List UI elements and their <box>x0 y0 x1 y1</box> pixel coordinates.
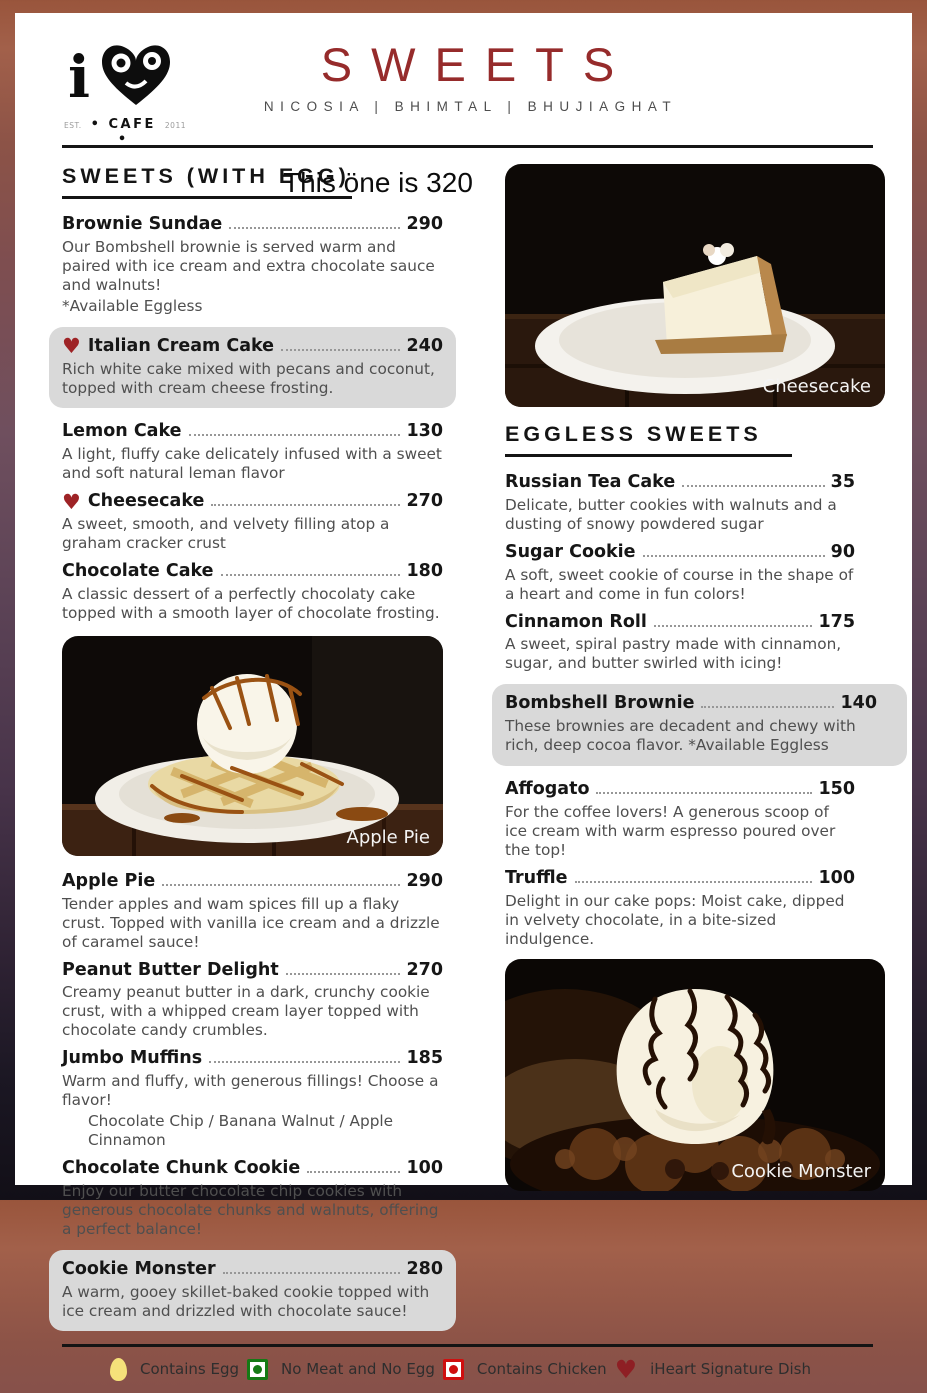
menu-item <box>505 612 885 674</box>
menu-item-name: Cheesecake <box>87 491 205 512</box>
menu-item-row <box>62 336 443 358</box>
menu-item-description: Creamy peanut butter in a dark, crunchy cookie crust, with a whipped cream layer topped with chocolate candy crumbles. <box>62 983 430 1040</box>
cafe-logo <box>64 39 186 147</box>
menu-item-row <box>62 960 443 982</box>
logo-est: EST. <box>64 121 82 130</box>
dot-leader <box>654 625 813 627</box>
menu-item <box>505 868 885 949</box>
menu-item-name: Affogato <box>505 779 590 800</box>
cheesecake-photo <box>505 164 885 407</box>
menu-item <box>49 327 456 409</box>
menu-item-name: Lemon Cake <box>62 421 182 442</box>
menu-item-description: A warm, gooey skillet-baked cookie topped with ice cream and drizzled with chocolate sauce! <box>62 1282 430 1320</box>
dot-leader <box>211 504 400 506</box>
menu-item-price: 290 <box>406 214 443 234</box>
dot-leader <box>682 485 824 487</box>
menu-item-description: Rich white cake mixed with pecans and coconut, topped with cream cheese frosting. <box>62 359 435 397</box>
menu-item-name: Brownie Sundae <box>62 214 223 234</box>
menu-item-name: Cookie Monster <box>62 1258 216 1279</box>
menu-header <box>62 13 873 148</box>
eggless-items <box>505 472 885 949</box>
menu-item-description: A soft, sweet cookie of course in the shape of a heart and come in fun colors! <box>505 565 854 603</box>
section-heading-with-egg: SWEETS (WITH EGG) <box>62 164 352 199</box>
menu-item-row <box>505 612 855 634</box>
menu-item-row <box>62 561 443 583</box>
cookie-monster-photo <box>505 959 885 1191</box>
menu-item-row <box>62 421 443 443</box>
apple-pie-caption: Apple Pie <box>346 826 430 848</box>
menu-item-price: 35 <box>830 472 855 492</box>
with-egg-items-bottom <box>62 871 443 1332</box>
menu-item-row <box>505 472 855 494</box>
menu-item-row <box>62 1048 443 1070</box>
menu-item-description: Tender apples and wam spices fill up a flaky crust. Topped with vanilla ice cream and a drizzle of caramel sauce! <box>62 894 440 951</box>
menu-page <box>15 13 912 1384</box>
legend-chicken <box>443 1359 607 1380</box>
legend-label-veg: No Meat and No Egg <box>281 1360 435 1379</box>
menu-item-name: Italian Cream Cake <box>87 335 275 356</box>
menu-item-price: 100 <box>818 867 855 888</box>
menu-item-note: *Available Eggless <box>62 296 203 315</box>
dot-leader <box>281 349 400 351</box>
iheart-cafe-logo-icon <box>64 39 186 111</box>
with-egg-heading-wrap <box>62 164 473 199</box>
menu-item <box>49 1250 456 1332</box>
handwritten-annotation: This öne is 320 <box>283 167 473 198</box>
menu-item-price: 270 <box>406 959 443 980</box>
menu-item-price: 280 <box>406 1258 443 1279</box>
menu-item <box>62 214 443 316</box>
egg-icon <box>110 1358 127 1381</box>
menu-item-price: 270 <box>406 491 443 512</box>
veg-icon <box>247 1359 268 1380</box>
menu-item-description: Enjoy our butter chocolate chip cookies with generous chocolate chunks and walnuts, offering a perfect balance! <box>62 1181 439 1238</box>
legend-label-egg: Contains Egg <box>140 1360 240 1379</box>
menu-item-row <box>62 1158 443 1180</box>
menu-item <box>62 491 443 553</box>
menu-item <box>62 561 443 623</box>
dot-leader <box>221 574 401 576</box>
menu-item-name: Chocolate Chunk Cookie <box>62 1157 301 1178</box>
signature-heart-icon: ♥ <box>62 489 81 514</box>
menu-item-name: Cinnamon Roll <box>505 611 647 632</box>
menu-item <box>62 1158 443 1239</box>
menu-item-price: 180 <box>406 561 443 582</box>
with-egg-items-top <box>62 214 443 623</box>
menu-item <box>492 684 907 766</box>
menu-item-description: For the coffee lovers! A generous scoop of ice cream with warm espresso poured over the top! <box>505 803 836 859</box>
dot-leader <box>643 555 825 557</box>
menu-item-name: Russian Tea Cake <box>505 472 676 492</box>
dot-leader <box>575 881 813 883</box>
dietary-legend <box>62 1344 873 1393</box>
menu-item-price: 290 <box>406 870 443 891</box>
menu-item-price: 240 <box>406 335 443 356</box>
menu-item-price: 150 <box>818 779 855 800</box>
menu-item-name: Truffle <box>505 867 568 888</box>
menu-item-description: Our Bombshell brownie is served warm and paired with ice cream and extra chocolate sauce and walnuts! <box>62 237 435 294</box>
menu-item-description: A classic dessert of a perfectly chocolaty cake topped with a smooth layer of chocolate frosting. <box>62 584 440 622</box>
legend-label-chicken: Contains Chicken <box>476 1360 607 1379</box>
apple-pie-photo <box>62 636 443 856</box>
section-heading-eggless: EGGLESS SWEETS <box>505 422 792 457</box>
menu-item <box>505 472 885 534</box>
menu-item-description: A light, fluffy cake delicately infused with a sweet and soft natural leman flavor <box>62 445 442 483</box>
dot-leader <box>286 973 401 975</box>
dot-leader <box>701 706 834 708</box>
chicken-icon <box>443 1359 464 1380</box>
menu-item-row <box>62 871 443 893</box>
page-subtitle: NICOSIA | BHIMTAL | BHUJIAGHAT <box>263 98 678 114</box>
logo-year: 2011 <box>164 121 186 130</box>
legend-veg <box>247 1359 435 1380</box>
menu-item-row <box>505 693 877 715</box>
legend-label-signature: iHeart Signature Dish <box>650 1360 811 1379</box>
menu-item-row <box>62 491 443 513</box>
menu-item-name: Sugar Cookie <box>505 541 636 562</box>
menu-item-row <box>62 214 443 236</box>
menu-item-price: 185 <box>406 1048 443 1069</box>
menu-item-flavors: Chocolate Chip / Banana Walnut / Apple Cinnamon <box>88 1112 394 1150</box>
dot-leader <box>189 434 401 436</box>
menu-item-price: 90 <box>830 541 855 562</box>
menu-item-description: These brownies are decadent and chewy with rich, deep cocoa flavor. *Available Eggless <box>505 717 856 755</box>
menu-item-price: 140 <box>840 693 877 714</box>
dot-leader <box>307 1171 400 1173</box>
menu-item-name: Bombshell Brownie <box>505 693 695 714</box>
logo-wordmark <box>64 117 186 147</box>
menu-item <box>505 779 885 860</box>
signature-heart-icon: ♥ <box>62 334 81 359</box>
menu-item <box>62 871 443 952</box>
svg-text:i: i <box>68 43 91 111</box>
menu-item <box>62 421 443 483</box>
dot-leader <box>223 1272 401 1274</box>
menu-item-description: Delight in our cake pops: Moist cake, dipped in velvety chocolate, in a bite-sized indulgence. <box>505 891 845 948</box>
dot-leader <box>209 1061 400 1063</box>
menu-item-row <box>62 1259 443 1281</box>
menu-body <box>15 148 912 1344</box>
menu-item-row <box>505 868 855 890</box>
menu-item-row <box>505 542 855 564</box>
menu-item-row <box>505 779 855 801</box>
cheesecake-caption: Cheesecake <box>762 376 871 397</box>
menu-item-description: A sweet, spiral pastry made with cinnamon, sugar, and butter swirled with icing! <box>505 635 842 673</box>
menu-item-description: Delicate, butter cookies with walnuts and a dusting of snowy powdered sugar <box>505 495 837 533</box>
eggless-heading-wrap <box>505 422 885 457</box>
dot-leader <box>596 792 812 794</box>
menu-item-name: Jumbo Muffins <box>62 1048 203 1069</box>
menu-item <box>62 960 443 1041</box>
page-title: SWEETS <box>320 38 634 91</box>
menu-item-price: 130 <box>406 421 443 442</box>
column-eggless <box>505 164 885 1344</box>
menu-item-description: A sweet, smooth, and velvety filling atop a graham cracker crust <box>62 515 390 553</box>
menu-item-description: Warm and fluffy, with generous fillings! Choose a flavor! <box>62 1072 439 1110</box>
menu-item-name: Peanut Butter Delight <box>62 959 279 980</box>
menu-item-name: Apple Pie <box>62 870 156 891</box>
column-with-egg <box>62 164 473 1344</box>
menu-item-price: 175 <box>818 611 855 632</box>
dot-leader <box>229 227 400 229</box>
legend-signature <box>614 1354 811 1384</box>
menu-item-name: Chocolate Cake <box>62 561 214 582</box>
menu-item-price: 100 <box>406 1157 443 1178</box>
logo-cafe: • CAFE • <box>90 117 156 147</box>
cookie-monster-caption: Cookie Monster <box>731 1160 871 1182</box>
menu-item <box>62 1048 443 1150</box>
menu-item <box>505 542 885 604</box>
dot-leader <box>162 884 400 886</box>
legend-contains-egg <box>110 1358 239 1381</box>
heart-icon: ♥ <box>614 1354 638 1384</box>
